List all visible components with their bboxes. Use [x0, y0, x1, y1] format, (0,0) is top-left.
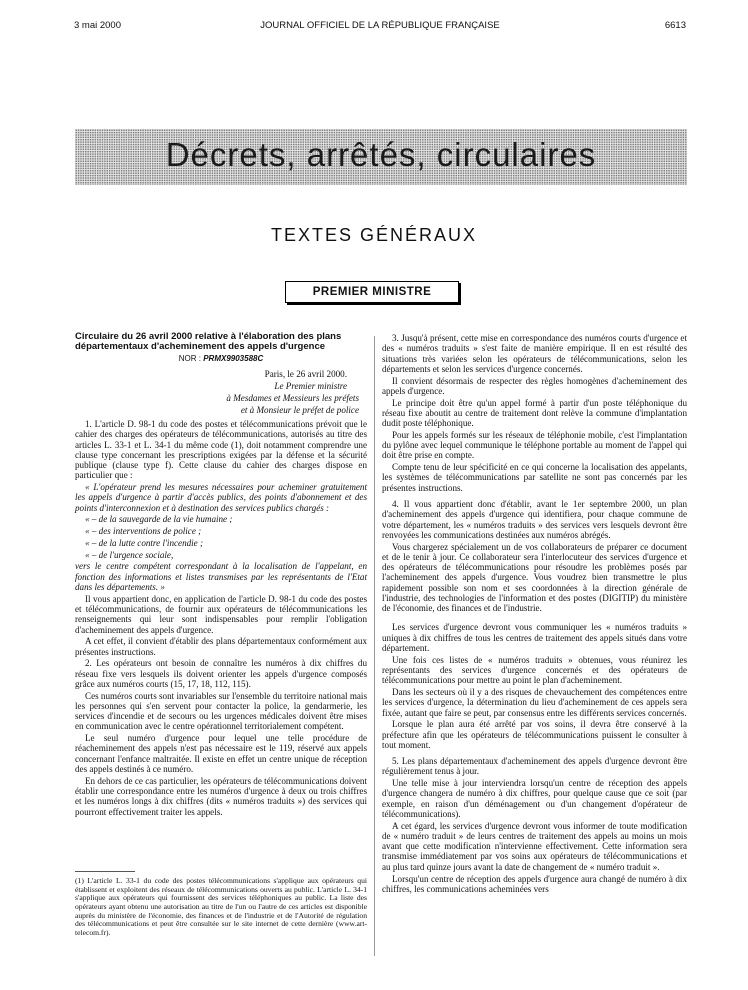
nor-code: PRMX9903588C [203, 354, 264, 364]
sender: Le Premier ministre [274, 381, 347, 392]
paragraph: 4. Il vous appartient donc d'établir, avant le 1er septembre 2000, un plan d'acheminement des appels d'urgence qui identifiera, pour chaque commune de votre département, les « numéros traduits » des services vers lesquels devront être renvoyées les communications destinées aux numéros abrégés. [382, 498, 687, 540]
banner-title: Décrets, arrêtés, circulaires [165, 136, 597, 173]
paragraph: 2. Les opérateurs ont besoin de connaître les numéros à dix chiffres du réseau fixe vers lesquels ils doivent orienter les appels d'urgence composés grâce aux numéros courts (15, 17, 18, 112, 115). [75, 658, 367, 689]
paragraph: Pour les appels formés sur les réseaux de téléphonie mobile, c'est l'implantation du pylône avec lequel communique le téléphone portable au moment de l'appel qui doit être prise en compte. [382, 429, 687, 461]
addressee-1: à Mesdames et Messieurs les préfets [226, 392, 359, 403]
paragraph: A cet égard, les services d'urgence devront vous informer de toute modification de « numéro traduit » de leurs centres de traitement des appels au moins un mois avant que cette modification n'intervienne effectivement. Cette information sera transmise immédiatement par vos soins aux opérateurs de télécommunications et au plus tard quinze jours avant la date de changement de « numéro traduit ». [382, 820, 687, 872]
paragraph: Le seul numéro d'urgence pour lequel une telle procédure de réacheminement des appels n'est pas nécessaire est le 119, réservé aux appels concernant l'enfance maltraitée. Il existe en effet un centre unique de réception des appels destinés à ce numéro. [75, 733, 367, 774]
paragraph: 5. Les plans départementaux d'acheminement des appels d'urgence devront être régulièrement tenus à jour. [382, 756, 687, 777]
paragraph: Lorsqu'un centre de réception des appels d'urgence aura changé de numéro à dix chiffres, les communications acheminées vers [382, 873, 687, 894]
paragraph: Une fois ces listes de « numéros traduits » obtenues, vous réunirez les représentants des services d'urgence concernés et des opérateurs de télécommunications pour mettre au point le plan d'acheminement. [382, 654, 687, 686]
footnote [75, 877, 367, 938]
quoted-list-item: « – de la lutte contre l'incendie ; [85, 537, 204, 548]
quoted-paragraph: vers le centre compétent correspondant à la localisation de l'appelant, en fonction des informations et listes transmises par les représentants de l'Etat dans les départements. » [75, 561, 367, 592]
article-title: Circulaire du 26 avril 2000 relative à l'élaboration des plans départementaux d'acheminement des appels d'urgence [75, 331, 342, 353]
running-header [74, 20, 686, 34]
paragraph: Une telle mise à jour interviendra lorsqu'un centre de réception des appels d'urgence changera de numéro à dix chiffres, pour quelque cause que ce soit (par exemple, en raison d'un déménagement ou d'un changement d'opérateur de télécommunications). [382, 778, 687, 819]
paragraph: Lorsque le plan aura été arrêté par vos soins, il devra être conservé à la préfecture afin que les opérateurs de télécommunications puissent le consulter à tout moment. [382, 719, 687, 750]
section-title: TEXTES GÉNÉRAUX [270, 225, 478, 245]
paragraph: Le principe doit être qu'un appel formé à partir d'un poste téléphonique du réseau fixe aboutit au centre de traitement dont relève la commune d'implantation dudit poste téléphonique. [382, 397, 687, 429]
paragraph: Vous chargerez spécialement un de vos collaborateurs de préparer ce document et de le tenir à jour. Ce collaborateur sera l'interlocuteur des services d'urgence et des opérateurs de télécommunications pour résoudre les problèmes posés par l'acheminement des appels d'urgence. Vous voudrez bien transmettre le plus rapidement possible son nom et ses coordonnées à la direction générale de l'industrie, des technologies de l'information et des postes (DIGITIP) du ministère de l'économie, des finances et de l'industrie. [382, 541, 687, 614]
quoted-list-item: « – des interventions de police ; [85, 526, 202, 537]
page-number: 6613 [664, 20, 686, 31]
place-date: Paris, le 26 avril 2000. [264, 369, 347, 380]
left-column [75, 332, 367, 818]
paragraph: Il convient désormais de respecter des règles homogènes d'acheminement des appels d'urgence. [382, 375, 687, 396]
quoted-list-item: « – de l'urgence sociale, [85, 549, 174, 560]
paragraph: 1. L'article D. 98-1 du code des postes et télécommunications prévoit que le cahier des charges des opérateurs de télécommunications, autorisés au titre des articles L. 33-1 et L. 34-1 du même code (1), doit notamment comprendre une clause type concernant les prescriptions exigées par la défense et la sécurité publique (clause type f). Cette clause du cahier des charges dispose en particulier que : [75, 418, 367, 481]
section-banner [75, 129, 687, 185]
paragraph: Il vous appartient donc, en application de l'article D. 98-1 du code des postes et télécommunications, de fournir aux opérateurs de télécommunications les renseignements qui leur sont indispensables pour remplir l'obligation d'acheminement des appels d'urgence. [75, 593, 367, 635]
right-column [382, 333, 687, 896]
paragraph: 3. Jusqu'à présent, cette mise en correspondance des numéros courts d'urgence et des « numéros traduits » s'est faite de manière empirique. Il en est résulté des situations très variées selon les opérateurs de télécommunications, selon les départements et selon les services d'urgence concernés. [382, 333, 687, 374]
column-divider [374, 336, 375, 956]
footnote-text: (1) L'article L. 33-1 du code des postes télécommunications s'applique aux opérateurs qui établissent et exploitent des réseaux de télécommunications ouverts au public. L'article L. 34-1 s'applique aux opérateurs qui fournissent des services téléphoniques au public. La liste des opérateurs ayant obtenu une autorisation au titre de l'un ou l'autre de ces articles est disponible auprès du ministère de l'économie, des finances et de l'industrie et de l'Autorité de régulation des télécommunications et peut être consultée sur le site internet de cette dernière (www.art-telecom.fr). [75, 876, 367, 937]
nor-reference [75, 354, 367, 363]
quoted-list-item: « – de la sauvegarde de la vie humaine ; [85, 514, 233, 525]
paragraph: A cet effet, il convient d'établir des plans départementaux conformément aux présentes instructions. [75, 636, 367, 657]
journal-name: JOURNAL OFFICIEL DE LA RÉPUBLIQUE FRANÇAISE [260, 20, 500, 31]
paragraph: En dehors de ce cas particulier, les opérateurs de télécommunications doivent établir une correspondance entre les numéros d'urgence à deux ou trois chiffres et les numéros longs à dix chiffres (dits « numéros traduits ») des services qui pourront effectivement traiter les appels. [75, 775, 367, 817]
quoted-paragraph: « L'opérateur prend les mesures nécessaires pour acheminer gratuitement les appels d'urgence à partir d'accès publics, des points d'abonnement et des points d'interconnexion et à destination des services publics chargés : [75, 482, 367, 513]
ministry-heading: PREMIER MINISTRE [285, 281, 459, 303]
footnote-rule [75, 871, 135, 872]
issue-date: 3 mai 2000 [74, 20, 122, 31]
paragraph: Ces numéros courts sont invariables sur l'ensemble du territoire national mais les personnes qui s'en servent pour contacter la police, la gendarmerie, les services d'incendie et de secours ou les urgences médicales doivent être mises en communication avec le centre opérationnel territorialement compétent. [75, 690, 367, 732]
paragraph: Compte tenu de leur spécificité en ce qui concerne la localisation des appelants, les systèmes de télécommunications par satellite ne sont pas concernés par les présentes instructions. [382, 462, 687, 493]
paragraph: Dans les secteurs où il y a des risques de chevauchement des compétences entre les services d'urgence, la détermination du lieu d'acheminement de ces appels sera fixée, autant que faire se peut, par consensus entre les différents services concernés. [382, 687, 687, 718]
addressee-2: et à Monsieur le préfet de police [240, 404, 359, 415]
nor-label: NOR : [178, 354, 204, 364]
paragraph: Les services d'urgence devront vous communiquer les « numéros traduits » uniques à dix chiffres de tous les centres de traitement des appels situés dans votre département. [382, 622, 687, 653]
